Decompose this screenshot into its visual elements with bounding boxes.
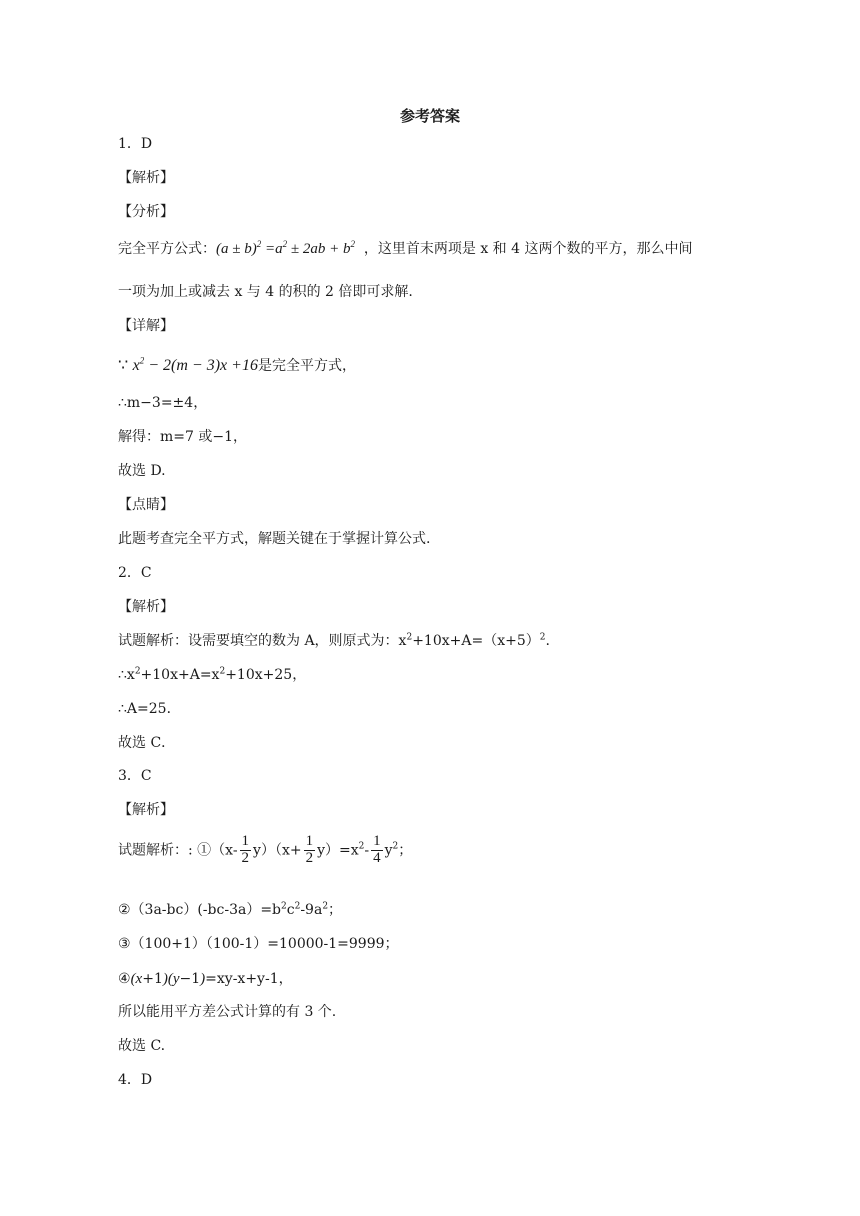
q3-line1: 试题解析：: ①（x- $\frac{1}{2}$ y）（x+ $\frac{1}{2}$ $y)=x^2-$ $\frac{1}{4}$ $y^2$； xyxy=(118,833,413,866)
q2-line1-b: +10x+A=（x+5） xyxy=(412,633,540,649)
q1-because-line xyxy=(118,355,356,375)
q1-step2: 解得：m=7 或−1， xyxy=(118,429,248,445)
q3-line2-d: ； xyxy=(328,902,343,918)
q3-answer: 3．C xyxy=(118,768,152,784)
fraction-one-half: $\frac{1}{2}$ xyxy=(241,833,250,866)
q2-answer: 2．C xyxy=(118,565,152,581)
q2-line1: 试题解析：设需要填空的数为 A，则原式为：$x^2+10x+A=(x+5)^2$. xyxy=(118,632,550,649)
q1-choose: 故选 D. xyxy=(118,463,166,479)
q2-line1-c: . xyxy=(545,633,550,649)
q1-step1: ∴m−3=±4， xyxy=(118,395,208,411)
q1-line2: 一项为加上或减去 x 与 4 的积的 2 倍即可求解. xyxy=(118,284,413,300)
q3-line2-c: -9a xyxy=(300,902,323,918)
q1-because-tail: 是完全平方式， xyxy=(257,358,356,374)
q1-formula-line xyxy=(118,240,692,258)
q3-tag-jiexi: 【解析】 xyxy=(118,802,174,818)
q1-tag-fenxi: 【分析】 xyxy=(118,204,174,220)
q3-line4: ④(x+1)(y−1)=xy-x+y-1， xyxy=(118,971,293,987)
q1-tag-dianjing: 【点睛】 xyxy=(118,497,174,513)
q2-line2-c: +10x+25， xyxy=(225,667,307,683)
q3-line2-a: ②（3a-bc）(-bc-3a）=b xyxy=(118,902,282,918)
q3-line1-e: y xyxy=(384,842,393,859)
q1-comment: 此题考查完全平方式，解题关键在于掌握计算公式. xyxy=(118,531,431,547)
q3-line2: $②(3a-bc)(-bc-3a)=b^2c^2-9a^2$； xyxy=(118,901,343,918)
q3-line3: ③（100+1）（100-1）=10000-1=9999； xyxy=(118,936,399,952)
q3-line4-expression: (x xyxy=(130,971,143,987)
q3-line1-a: 试题解析：: ①（x- xyxy=(118,842,238,859)
q1-formula-rest: ，这里首末两项是 x 和 4 这两个数的平方，那么中间 xyxy=(363,241,693,257)
q3-line4-b: =xy-x+y-1， xyxy=(205,971,293,987)
fraction-one-half: $\frac{1}{2}$ xyxy=(305,833,314,866)
q1-tag-jiexi: 【解析】 xyxy=(118,170,174,186)
q2-line1-a: 试题解析：设需要填空的数为 A，则原式为：x xyxy=(118,633,407,649)
q3-line1-b: y）（x+ xyxy=(253,842,302,859)
q2-tag-jiexi: 【解析】 xyxy=(118,599,174,615)
q3-line2-b: c xyxy=(286,902,295,918)
q1-formula-expression: $(a \pm b)^2 =a^2 \pm 2ab + b^2$ xyxy=(216,239,355,257)
q3-line4-a: ④ xyxy=(118,971,131,987)
q2-line2: $\therefore x^2+10x+A=x^2+10x+25$， xyxy=(118,666,307,683)
q4-answer: 4．D xyxy=(118,1072,153,1088)
q1-answer: 1．D xyxy=(118,136,153,152)
fraction-one-quarter: $\frac{1}{4}$ xyxy=(373,833,381,866)
q2-choose: 故选 C． xyxy=(118,735,176,751)
q3-choose: 故选 C. xyxy=(118,1038,166,1054)
page-title: 参考答案 xyxy=(399,107,460,125)
q1-formula-lead: 完全平方公式： xyxy=(118,241,216,257)
q2-line2-a: ∴x xyxy=(118,667,135,683)
q1-expression: $x^2 - 2(m - 3)x +16$ xyxy=(132,355,258,374)
q3-line5: 所以能用平方差公式计算的有 3 个. xyxy=(118,1004,337,1020)
q2-line2-b: +10x+A=x xyxy=(140,667,220,683)
because-symbol: ∵ xyxy=(118,355,129,374)
q1-tag-xiangjie: 【详解】 xyxy=(118,318,174,334)
q2-line3: ∴A=25． xyxy=(118,701,181,717)
q3-line1-f: ； xyxy=(398,842,413,859)
q3-line1-c: y）=x xyxy=(317,842,359,859)
q3-line1-d: - xyxy=(364,842,370,859)
